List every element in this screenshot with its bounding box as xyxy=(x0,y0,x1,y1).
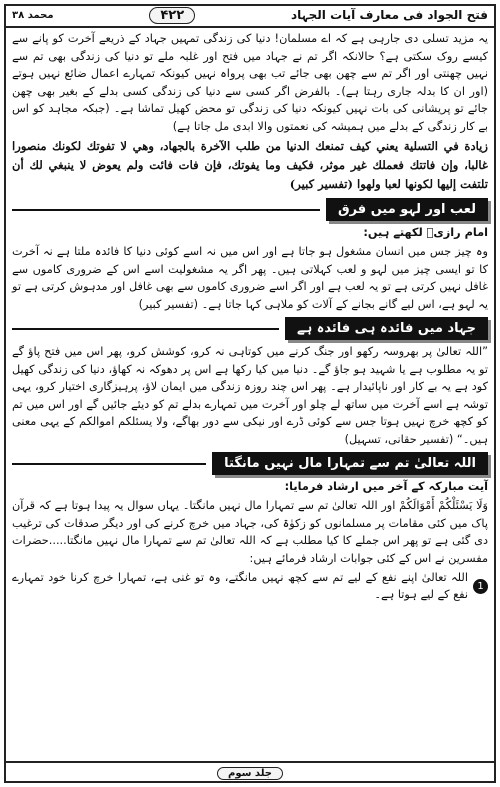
section-heading-row xyxy=(12,198,488,221)
section-heading: جہاد میں فائدہ ہی فائدہ ہے xyxy=(285,317,488,340)
note-number-badge: 1 xyxy=(473,579,488,594)
intro-paragraph: یہ مزید تسلی دی جارہی ہے کہ اے مسلمان! دنیا کی زندگی تمہیں جہاد کے ذریعے آخرت کو پانے سے کیسے روک سکتی ہے؟ حالانکہ اگر تم نے جہاد میں فتح اور غلبہ ملے تو دنیا کی زندگی بھی تم سے نہیں چھنتی اور اگر تم سے چھن بھی جائے تب بھی پرواہ نہیں کیونکہ تمہارے اعمال ضائع نہیں ہوتے (اور ان کا بدلہ جاری رہتا ہے)۔ بالفرض اگر کسی سے دنیا کی زندگی کسی بدلے کے بغیر بھی چھن جائے تو پریشانی کی بات نہیں کیونکہ دنیا کی زندگی تو محض کھیل تماشا ہے۔ (جبکہ مجاہد کو اس بے کار زندگی کے بدلے میں ہمیشہ کی نعمتوں والا ابدی مل جاتا ہے) xyxy=(12,32,488,133)
section-paragraph: وَلَا يَسْئَلْكُمْ أَمْوَالَكُمْ اور اللہ تعالیٰ تم سے تمہارا مال نہیں مانگتا۔ یہاں سوال یہ پیدا ہوتا ہے کہ قرآن پاک میں کئی مقامات پر مسلمانوں کو زکوٰۃ کی، جہاد میں خرچ کرنے کی اور دیگر صدقات کی ترغیب دی گئی ہے تو پھر اس جملے کا کیا مطلب ہے کہ اللہ تعالیٰ تم سے تمہارا مال نہیں مانگتا.....حضرات مفسرین نے اس کے کئی جوابات ارشاد فرمائے ہیں: xyxy=(12,499,488,565)
section-paragraph: وہ چیز جس میں انسان مشغول ہو جاتا ہے اور اس میں نہ اسے کوئی دنیا کا فائدہ ملتا ہے نہ آخرت کا تو ایسی چیز میں لہو و لعب کہلاتی ہیں۔ پھر اگر یہ مشغولیت اسے اس کے ضروری کاموں سے غافل نہیں کرتی ہے تو یہ لعب ہے اور اگر اسے ضروری کاموں سے بھی غافل اور مدہوش کرتی ہے تو یہ لہو ہے، اس لیے گانے بجانے کے آلات کو ملاہی کہا جاتا ہے۔ (تفسیر کبیر) xyxy=(12,245,488,311)
section-heading-row xyxy=(12,452,488,475)
section-intro: آیت مبارکہ کے آخر میں ارشاد فرمایا: xyxy=(284,480,488,493)
page-number: ۴۲۲ xyxy=(149,7,195,24)
numbered-note xyxy=(12,569,488,603)
heading-rule xyxy=(12,328,279,330)
book-title: فتح الجواد فی معارف آیات الجہاد xyxy=(290,8,488,22)
page-content xyxy=(12,30,488,761)
arabic-quote: زيادة في التسلية يعني كيف تمنعك الدنيا من طلب الآخرة بالجهاد، وهي لا تفوتك لكونك منصورا غالبا، وإن فاتتك فعملك غير موثر، فكيف وما يفوتك، فإن فات فائت ولم يعوض لا ينبغي لك أن تلتفت إليها لكونها لعبا ولهوا (تفسير كبير) xyxy=(12,139,488,191)
volume-label: جلد سوم xyxy=(217,767,283,780)
section-heading: لعب اور لہو میں فرق xyxy=(326,198,488,221)
page-footer xyxy=(4,761,496,783)
page-header xyxy=(4,4,496,28)
heading-rule xyxy=(12,209,320,211)
section-heading-row xyxy=(12,317,488,340)
section-heading: اللہ تعالیٰ تم سے تمہارا مال نہیں مانگتا xyxy=(212,452,488,475)
section-intro: امام رازیؒ لکھتے ہیں: xyxy=(363,226,488,239)
section-paragraph: ”اللہ تعالیٰ پر بھروسہ رکھو اور جنگ کرنے میں کوتاہی نہ کرو، کوشش کرو، پھر اس میں فتح پاؤ گے تو یہ مطلوب ہے یا شہید ہو جاؤ گے۔ دنیا میں کیا رکھا ہے اس پر دھوکہ نہ کھاؤ، دنیا کی زندگی کھیل کود ہے یہ بے کار اور ناپائیدار ہے۔ پھر اس چند روزہ زندگی میں ایمان لاؤ، پرہیزگاری اختیار کرو، یہی توشہ ہے اسے آخرت میں ساتھ لے چلو اور آخرت میں تمہارے بدلے تم کو دیئے جائیں گے اور اس میں تم کو کچھ خرچ نہیں ہوتا جس سے کوئی ڈرے اور نیکی سے دور بھاگے، ولا یسئلکم اموالکم کے یہی معنی ہیں۔“ (تفسیر حقانی، تسہیل) xyxy=(12,345,488,446)
chapter-label: محمد ۳۸ xyxy=(12,9,54,21)
heading-rule xyxy=(12,463,206,465)
note-text: اللہ تعالیٰ اپنے نفع کے لیے تم سے کچھ نہیں مانگتے، وہ تو غنی ہے، تمہارا خرچ کرنا خود تمہارے نفع کے لیے ہوتا ہے۔ xyxy=(12,571,468,601)
